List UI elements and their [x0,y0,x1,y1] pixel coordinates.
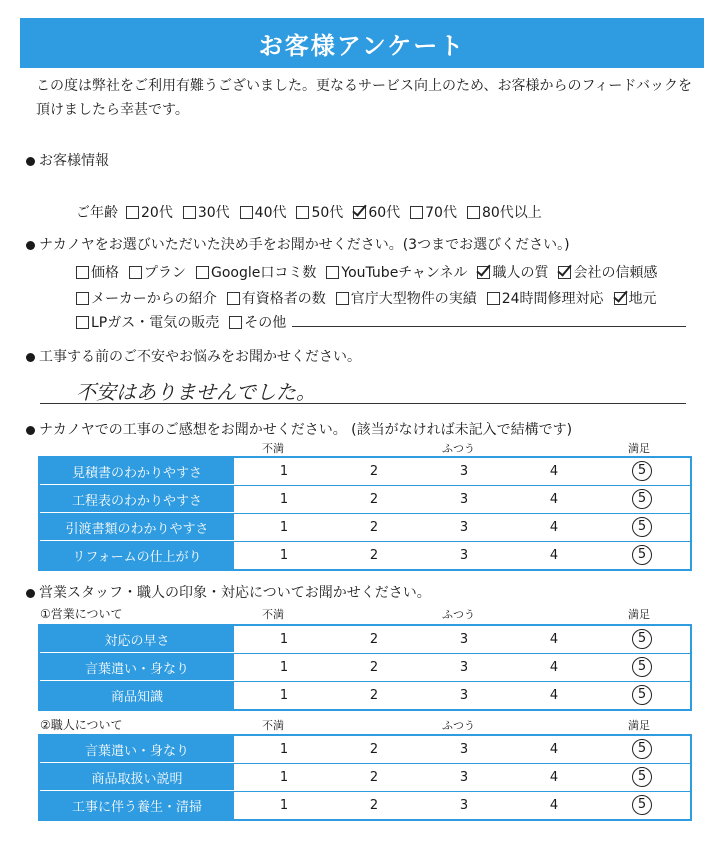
bullet-icon [26,157,35,166]
rating-option[interactable]: 1 [279,520,289,535]
scale-low: 不満 [262,442,284,455]
checkbox-icon[interactable] [196,266,209,279]
craftsmen-subheading: ②職人について [40,718,123,732]
rating-row [40,764,690,792]
rating-item-label: リフォームの仕上がり [40,542,234,569]
checkbox-icon[interactable] [183,206,196,219]
other-write-line[interactable] [292,326,686,327]
option-label: プラン [144,265,186,281]
checkbox-icon[interactable] [487,292,500,305]
checkbox-option[interactable] [183,202,230,222]
checkbox-icon[interactable] [227,292,240,305]
survey-title: お客様アンケート [20,18,704,68]
rating-option[interactable]: 3 [459,632,469,647]
checkbox-option[interactable] [477,262,548,282]
option-label: 70代 [425,205,457,221]
rating-option[interactable]: 2 [369,742,379,757]
rating-option[interactable]: 3 [459,688,469,703]
checkbox-icon[interactable] [76,266,89,279]
checkbox-option[interactable] [76,262,119,282]
rating-option-selected[interactable]: 5 [632,657,652,677]
rating-row [40,626,690,654]
rating-option[interactable]: 3 [459,660,469,675]
rating-option-selected[interactable]: 5 [632,461,652,481]
option-label: 60代 [368,205,401,221]
rating-option[interactable]: 4 [549,770,559,785]
checked-box-icon[interactable] [353,206,366,219]
rating-item-label: 見積書のわかりやすさ [40,458,234,485]
option-label: 官庁大型物件の実績 [350,291,477,307]
checkbox-option[interactable] [196,262,316,282]
rating-option[interactable]: 1 [279,688,289,703]
factor-row [76,312,296,332]
rating-option[interactable]: 3 [459,520,469,535]
age-row [76,202,552,222]
rating-option[interactable]: 2 [369,770,379,785]
section-deciding-factor [26,234,570,254]
rating-option[interactable]: 4 [549,688,559,703]
rating-option-selected[interactable]: 5 [632,795,652,815]
option-label: LPガス・電気の販売 [91,315,220,331]
rating-item-label: 商品取扱い説明 [40,764,234,791]
option-label: 会社の信頼感 [573,265,658,281]
bullet-icon [26,241,35,250]
rating-row [40,458,690,486]
section-heading: 工事する前のご不安やお悩みをお聞かせください。 [39,349,361,365]
rating-option-selected[interactable]: 5 [632,767,652,787]
rating-item-label: 工程表のわかりやすさ [40,486,234,513]
option-label: その他 [244,315,287,331]
rating-row [40,542,690,569]
rating-item-label: 対応の早さ [40,626,234,653]
option-label: 20代 [141,205,173,221]
scale-high: 満足 [628,719,650,732]
option-label: 24時間修理対応 [501,291,604,307]
option-label: 30代 [197,205,230,221]
checkbox-option[interactable] [296,202,343,222]
scale-mid: ふつう [442,608,475,621]
rating-option[interactable]: 2 [369,688,379,703]
section-heading: ナカノヤでの工事のご感想をお聞かせください。 (該当がなければ未記入で結構です) [39,422,573,438]
rating-option[interactable]: 1 [279,798,289,813]
scale-mid: ふつう [442,442,475,455]
rating-option[interactable]: 4 [549,492,559,507]
checkbox-option[interactable] [558,262,657,282]
rating-option[interactable]: 2 [369,660,379,675]
checkbox-option[interactable] [129,262,186,282]
rating-option[interactable]: 1 [279,660,289,675]
rating-option-selected[interactable]: 5 [632,517,652,537]
checkbox-option[interactable] [353,202,400,222]
rating-option[interactable]: 4 [549,660,559,675]
rating-option[interactable]: 3 [459,464,469,479]
scale-low: 不満 [262,719,284,732]
rating-option[interactable]: 4 [549,632,559,647]
scale-mid: ふつう [442,719,475,732]
rating-option[interactable]: 3 [459,770,469,785]
rating-option[interactable]: 2 [369,798,379,813]
craftsmen-rating-table [38,734,692,821]
option-label: 50代 [311,205,344,221]
rating-item-label: 言葉遣い・身なり [40,736,234,763]
bullet-icon [26,426,35,435]
rating-option[interactable]: 4 [549,548,559,563]
rating-option[interactable]: 4 [549,520,559,535]
section-heading: お客様情報 [39,153,109,169]
checkbox-option[interactable] [487,288,604,308]
rating-option-selected[interactable]: 5 [632,739,652,759]
option-label: 価格 [91,265,119,281]
bullet-icon [26,589,35,598]
checkbox-option[interactable] [410,202,457,222]
intro-text: この度は弊社をご利用有難うございました。更なるサービス向上のため、お客様からのフィードバックを頂けましたら幸甚です。 [36,78,693,118]
checkbox-option[interactable] [227,288,326,308]
rating-option-selected[interactable]: 5 [632,685,652,705]
checkbox-icon[interactable] [467,206,480,219]
concerns-write-line[interactable] [40,403,686,404]
checked-box-icon[interactable] [614,292,627,305]
checkbox-icon[interactable] [126,206,139,219]
rating-option[interactable]: 1 [279,632,289,647]
checkbox-icon[interactable] [76,316,89,329]
section-impressions [26,419,572,439]
rating-item-label: 引渡書類のわかりやすさ [40,514,234,541]
scale-low: 不満 [262,608,284,621]
scale-high: 満足 [628,608,650,621]
rating-option[interactable]: 4 [549,742,559,757]
rating-option[interactable]: 4 [549,798,559,813]
factor-row [76,288,667,308]
checkbox-option[interactable] [467,202,542,222]
section-staff [26,582,431,602]
rating-option[interactable]: 1 [279,464,289,479]
checked-box-icon[interactable] [558,266,571,279]
rating-row [40,654,690,682]
option-label: 80代以上 [481,205,542,221]
checkbox-icon[interactable] [76,292,89,305]
rating-option[interactable]: 3 [459,492,469,507]
rating-option[interactable]: 1 [279,492,289,507]
rating-option[interactable]: 1 [279,770,289,785]
rating-row [40,792,690,819]
rating-item-label: 工事に伴う養生・清掃 [40,792,234,819]
rating-option-selected[interactable]: 5 [632,545,652,565]
rating-row [40,514,690,542]
checkbox-option[interactable] [229,312,286,332]
checkbox-icon[interactable] [229,316,242,329]
bullet-icon [26,353,35,362]
checkbox-icon[interactable] [296,206,309,219]
checkbox-icon[interactable] [129,266,142,279]
scale-high: 満足 [628,442,650,455]
checkbox-option[interactable] [336,288,477,308]
section-customer-info [26,150,109,170]
checkbox-option[interactable] [76,312,219,332]
rating-row [40,736,690,764]
checkbox-icon[interactable] [336,292,349,305]
section-concerns [26,346,361,366]
impressions-rating-table [38,456,692,571]
option-label: 有資格者の数 [241,291,326,307]
rating-option[interactable]: 2 [369,520,379,535]
rating-option[interactable]: 1 [279,548,289,563]
option-label: 40代 [254,205,287,221]
checkbox-option[interactable] [76,288,217,308]
option-label: 地元 [628,291,657,307]
section-heading: 営業スタッフ・職人の印象・対応についてお聞かせください。 [39,585,431,601]
rating-option[interactable]: 3 [459,548,469,563]
rating-row [40,682,690,709]
checkbox-option[interactable] [126,202,173,222]
rating-item-label: 言葉遣い・身なり [40,654,234,681]
checkbox-option[interactable] [240,202,287,222]
checkbox-icon[interactable] [326,266,339,279]
factor-row [76,262,667,282]
rating-option[interactable]: 2 [369,548,379,563]
rating-item-label: 商品知識 [40,682,234,709]
checkbox-icon[interactable] [240,206,253,219]
checkbox-icon[interactable] [410,206,423,219]
rating-option[interactable]: 4 [549,464,559,479]
rating-option[interactable]: 2 [369,632,379,647]
rating-option-selected[interactable]: 5 [632,489,652,509]
rating-option[interactable]: 2 [369,492,379,507]
checkbox-option[interactable] [614,288,657,308]
age-label: ご年齢 [76,205,118,221]
rating-option[interactable]: 3 [459,798,469,813]
sales-subheading: ①営業について [40,607,123,621]
concerns-answer: 不安はありませんでした。 [76,380,316,404]
sales-rating-table [38,624,692,711]
option-label: メーカーからの紹介 [91,291,217,307]
checked-box-icon[interactable] [477,266,490,279]
rating-option-selected[interactable]: 5 [632,629,652,649]
section-heading: ナカノヤをお選びいただいた決め手をお聞かせください。(3つまでお選びください。) [39,237,570,253]
option-label: Google口コミ数 [211,265,317,281]
option-label: 職人の質 [492,265,549,281]
rating-option[interactable]: 1 [279,742,289,757]
checkbox-option[interactable] [326,262,467,282]
rating-row [40,486,690,514]
rating-option[interactable]: 3 [459,742,469,757]
option-label: YouTubeチャンネル [341,265,468,281]
rating-option[interactable]: 2 [369,464,379,479]
